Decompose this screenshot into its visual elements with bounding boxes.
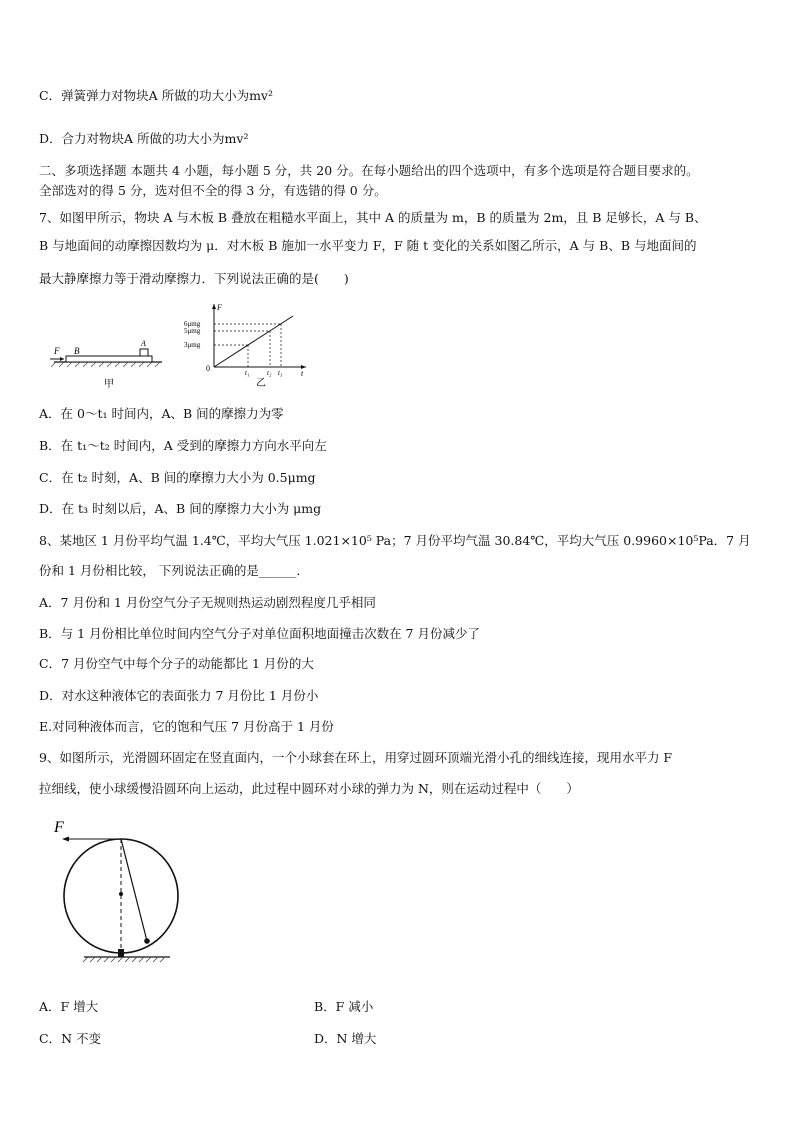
f-axis-label: F (217, 303, 222, 312)
section-header-cont: 全部选对的得 5 分，选对但不全的得 3 分，有选错的得 0 分。 (39, 183, 387, 198)
x-tick-t1: t₁ (245, 369, 250, 377)
q6-option-d: D．合力对物块A 所做的功大小为mv² (39, 131, 249, 146)
q9-stem-2: 拉细线，使小球缓慢沿圆环向上运动，此过程中圆环对小球的弹力为 N，则在运动过程中（ ） (39, 781, 579, 796)
thread (121, 839, 147, 941)
board-b (66, 356, 152, 362)
block-a (140, 349, 148, 356)
q8-stem-1: 8、某地区 1 月份平均气温 1.4℃，平均大气压 1.021×10⁵ Pa；7 月份平均气温 30.84℃，平均大气压 0.9960×10⁵Pa．7 月 (39, 533, 751, 548)
x-tick-t3: t₃ (278, 369, 283, 377)
section-header: 二、多项选择题 本题共 4 小题，每小题 5 分，共 20 分。在每小题给出的四个选项中，有多个选项是符合题目要求的。 (39, 163, 699, 178)
q8-option-e: E.对同种液体而言，它的饱和气压 7 月份高于 1 月份 (39, 719, 334, 734)
y-tick-3umg: 3μmg (184, 341, 201, 349)
ring-support (118, 949, 124, 957)
q8-option-c: C．7 月份空气中每个分子的动能都比 1 月份的大 (39, 656, 314, 671)
q9-option-d: D．N 增大 (314, 1031, 377, 1046)
y-tick-5umg: 5μmg (184, 327, 201, 335)
q9-option-b: B．F 减小 (314, 999, 374, 1014)
force-label: F (54, 819, 64, 836)
x-tick-t2: t₂ (267, 369, 272, 377)
q8-option-d: D．对水这种液体它的表面张力 7 月份比 1 月份小 (39, 688, 319, 703)
figure-jia (44, 333, 174, 391)
q8-option-a: A．7 月份和 1 月份空气分子无规则热运动剧烈程度几乎相同 (39, 595, 376, 610)
q7-option-d: D．在 t₃ 时刻以后，A、B 间的摩擦力大小为 μmg (39, 501, 322, 516)
q7-stem-3: 最大静摩擦力等于滑动摩擦力．下列说法正确的是( ) (39, 271, 349, 286)
q8-stem-2: 份和 1 月份相比较， 下列说法正确的是______． (39, 563, 309, 578)
q7-option-c: C．在 t₂ 时刻，A、B 间的摩擦力大小为 0.5μmg (39, 470, 316, 485)
y-tick-6umg: 6μmg (184, 320, 201, 328)
q8-option-b: B．与 1 月份相比单位时间内空气分子对单位面积地面撞击次数在 7 月份减少了 (39, 626, 480, 641)
q7-option-a: A．在 0～t₁ 时间内，A、B 间的摩擦力为零 (39, 406, 284, 421)
figure-jia-caption: 甲 (104, 379, 114, 390)
q9-option-a: A．F 增大 (39, 999, 99, 1014)
q7-stem-1: 7、如图甲所示，物块 A 与木板 B 叠放在粗糙水平面上，其中 A 的质量为 m，B 的质量为 2m，且 B 足够长，A 与 B、 (39, 210, 707, 225)
board-label: B (74, 346, 80, 356)
figure-ring (48, 812, 188, 972)
q9-option-c: C．N 不变 (39, 1031, 101, 1046)
block-label: A (141, 339, 146, 348)
q6-option-c: C．弹簧弹力对物块A 所做的功大小为mv² (39, 88, 273, 103)
t-axis-label: t (301, 369, 304, 378)
q9-stem-1: 9、如图所示，光滑圆环固定在竖直面内，一个小球套在环上，用穿过圆环顶端光滑小孔的细线连接，现用水平力 F (39, 750, 673, 765)
origin-label: 0 (206, 364, 210, 373)
q7-stem-2: B 与地面间的动摩擦因数均为 μ．对木板 B 施加一水平变力 F，F 随 t 变化的关系如图乙所示，A 与 B、B 与地面间的 (39, 238, 697, 253)
figure-yi-caption: 乙 (256, 378, 266, 389)
q7-option-b: B．在 t₁～t₂ 时间内，A 受到的摩擦力方向水平向左 (39, 438, 327, 453)
ball (144, 938, 150, 944)
force-label: F (54, 346, 60, 356)
figure-yi (180, 300, 310, 390)
